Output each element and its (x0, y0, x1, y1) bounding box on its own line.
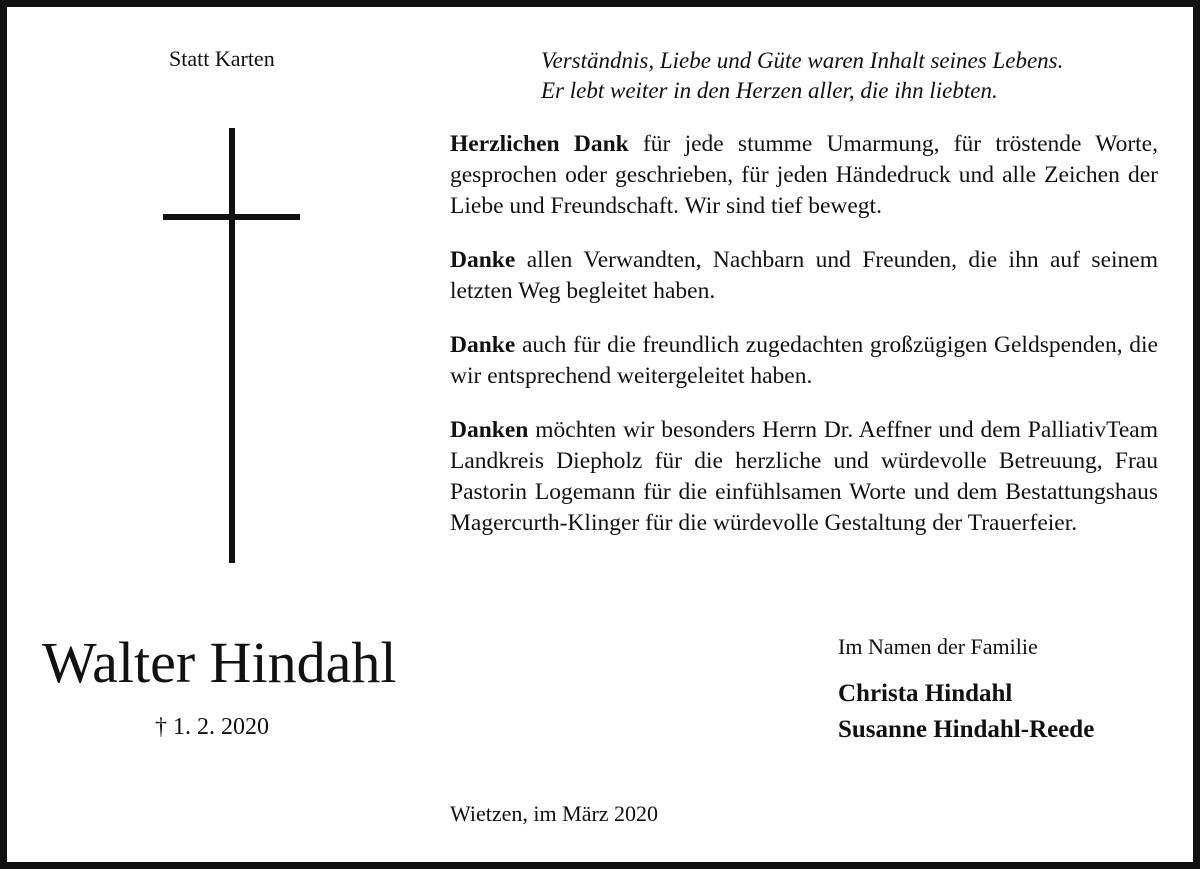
thanks-body: auch für die freundlich zugedachten großzügigen Geldspenden, die wir entsprechend weitergeleitet haben. (450, 332, 1158, 389)
thanks-lead: Herzlichen Dank (450, 131, 629, 157)
thanks-body: möchten wir besonders Herrn Dr. Aeffner und dem PalliativTeam Landkreis Diepholz für die herzliche und würdevolle Betreuung, Frau Pastorin Logemann für die einfühlsamen Worte und dem Bestattungshaus Magercurth-Klinger für die würdevolle Gestaltung der Trauerfeier. (450, 417, 1158, 536)
thanks-paragraph-1 (450, 129, 1158, 222)
thanks-lead: Danke (450, 332, 516, 358)
thanks-paragraph-4 (450, 415, 1158, 539)
thanks-paragraph-3 (450, 330, 1158, 392)
motto-line-2: Er lebt weiter in den Herzen aller, die ihn liebten. (541, 78, 998, 103)
family-member-name: Susanne Hindahl-Reede (838, 716, 1095, 743)
thanks-text (450, 129, 1158, 562)
thanks-lead: Danke (450, 247, 516, 273)
thanks-body: allen Verwandten, Nachbarn und Freunden, die ihn auf seinem letzten Weg begleitet haben. (450, 247, 1158, 304)
motto-line-1: Verständnis, Liebe und Güte waren Inhalt seines Lebens. (541, 48, 1064, 73)
family-member-name: Christa Hindahl (838, 680, 1013, 707)
thanks-paragraph-2 (450, 245, 1158, 307)
family-intro: Im Namen der Familie (838, 634, 1038, 659)
thanks-body: für jede stumme Umarmung, für tröstende Worte, gesprochen oder geschrieben, für jeden Händedruck und alle Zeichen der Liebe und Freundschaft. Wir sind tief bewegt. (450, 131, 1158, 219)
thanks-lead: Danken (450, 417, 529, 443)
deceased-name: Walter Hindahl (42, 630, 397, 695)
place-and-date: Wietzen, im März 2020 (450, 801, 659, 826)
motto-quote (541, 46, 1161, 106)
statt-karten-label: Statt Karten (169, 46, 275, 71)
cross-horizontal-bar (163, 214, 300, 220)
death-date: † 1. 2. 2020 (155, 714, 269, 740)
cross-vertical-bar (229, 128, 235, 563)
